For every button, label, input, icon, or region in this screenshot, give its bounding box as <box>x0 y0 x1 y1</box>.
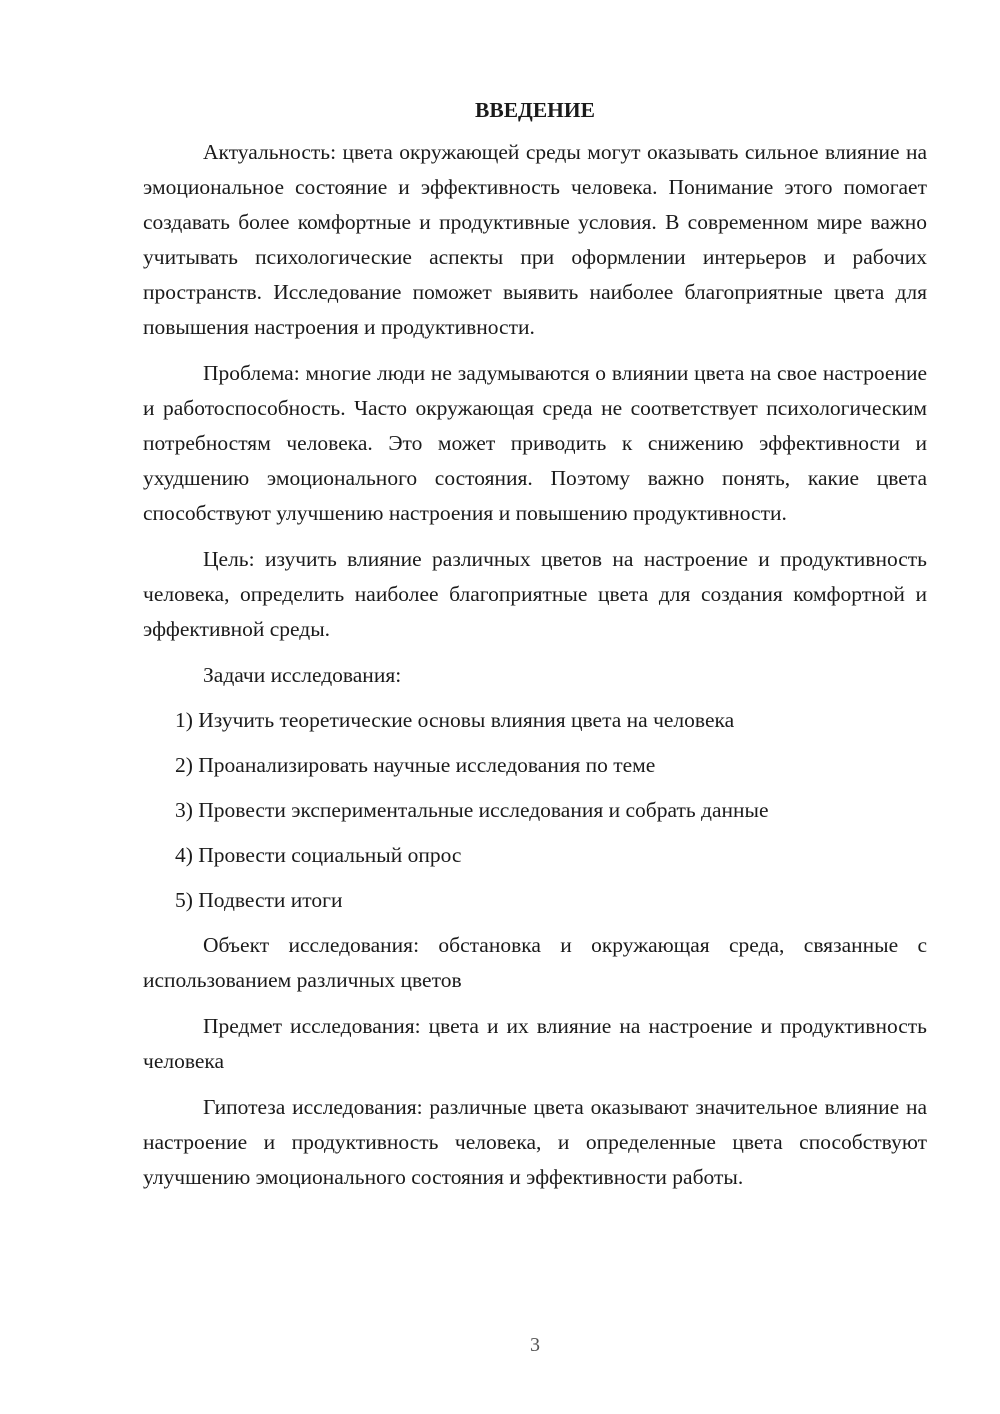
page-number: 3 <box>530 1334 540 1356</box>
task-item: 4) Провести социальный опрос <box>175 843 462 867</box>
tasks-list <box>143 703 927 918</box>
hypothesis-paragraph: Гипотеза исследования: различные цвета оказывают значительное влияние на настроение и продуктивность человека, и определенные цвета способствуют улучшению эмоционального состояния и эффективности работы. <box>143 1095 927 1189</box>
goal-paragraph: Цель: изучить влияние различных цветов на настроение и продуктивность человека, определить наиболее благоприятные цвета для создания комфортной и эффективной среды. <box>143 547 927 641</box>
task-item: 1) Изучить теоретические основы влияния цвета на человека <box>175 708 735 732</box>
tasks-heading: Задачи исследования: <box>203 663 402 687</box>
problem-paragraph: Проблема: многие люди не задумываются о влиянии цвета на свое настроение и работоспособность. Часто окружающая среда не соответствует психологическим потребностям человека. Это может приводить к снижению эффективности и ухудшению эмоционального состояния. Поэтому важно понять, какие цвета способствуют улучшению настроения и повышению продуктивности. <box>143 361 927 525</box>
task-item: 2) Проанализировать научные исследования по теме <box>175 753 656 777</box>
task-item: 3) Провести экспериментальные исследования и собрать данные <box>175 798 769 822</box>
object-paragraph: Объект исследования: обстановка и окружающая среда, связанные с использованием различных цветов <box>143 933 927 992</box>
page-title: ВВЕДЕНИЕ <box>475 98 595 122</box>
relevance-paragraph: Актуальность: цвета окружающей среды могут оказывать сильное влияние на эмоциональное состояние и эффективность человека. Понимание этого помогает создавать более комфортные и продуктивные условия. В современном мире важно учитывать психологические аспекты при оформлении интерьеров и рабочих пространств. Исследование поможет выявить наиболее благоприятные цвета для повышения настроения и продуктивности. <box>143 140 927 339</box>
task-item: 5) Подвести итоги <box>175 888 343 912</box>
page-content <box>143 96 927 1206</box>
subject-paragraph: Предмет исследования: цвета и их влияние на настроение и продуктивность человека <box>143 1014 927 1073</box>
